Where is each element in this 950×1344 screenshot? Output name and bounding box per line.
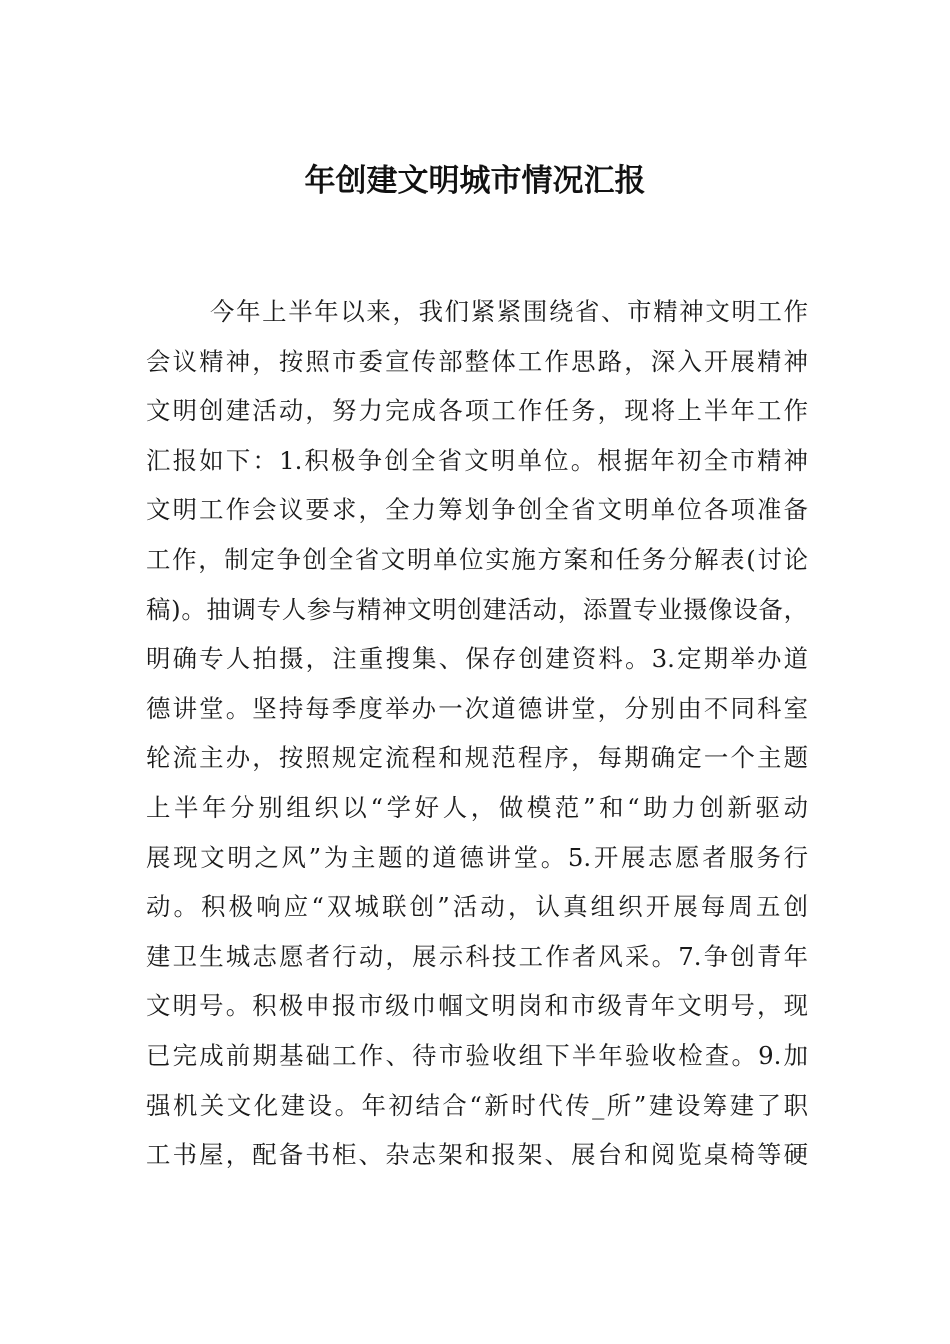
body-line: 工作，制定争创全省文明单位实施方案和任务分解表(讨论 bbox=[146, 544, 808, 574]
document-title: 年创建文明城市情况汇报 bbox=[304, 163, 646, 199]
body-line: 轮流主办，按照规定流程和规范程序，每期确定一个主题 bbox=[146, 743, 808, 773]
body-line: 稿)。抽调专人参与精神文明创建活动，添置专业摄像设备， bbox=[146, 594, 808, 624]
body-line: 已完成前期基础工作、待市验收组下半年验收检查。9.加 bbox=[146, 1040, 808, 1070]
body-line: 文明创建活动，努力完成各项工作任务，现将上半年工作 bbox=[146, 396, 808, 426]
body-line: 会议精神，按照市委宣传部整体工作思路，深入开展精神 bbox=[146, 346, 808, 376]
body-line: 汇报如下：1.积极争创全省文明单位。根据年初全市精神 bbox=[146, 445, 808, 475]
body-line: 上半年分别组织以“学好人，做模范”和“助力创新驱动 bbox=[146, 792, 808, 822]
body-line: 今年上半年以来，我们紧紧围绕省、市精神文明工作 bbox=[210, 297, 808, 326]
body-line: 明确专人拍摄，注重搜集、保存创建资料。3.定期举办道 bbox=[146, 644, 808, 674]
body-line: 建卫生城志愿者行动，展示科技工作者风采。7.争创青年 bbox=[146, 941, 808, 971]
body-line: 德讲堂。坚持每季度举办一次道德讲堂，分别由不同科室 bbox=[146, 693, 808, 723]
body-line: 工书屋，配备书柜、杂志架和报架、展台和阅览桌椅等硬 bbox=[146, 1140, 808, 1170]
body-line: 动。积极响应“双城联创”活动，认真组织开展每周五创 bbox=[146, 892, 808, 922]
body-line: 文明号。积极申报市级巾帼文明岗和市级青年文明号，现 bbox=[146, 991, 808, 1021]
body-line: 强机关文化建设。年初结合“新时代传_所”建设筹建了职 bbox=[146, 1090, 808, 1120]
body-line: 文明工作会议要求，全力筹划争创全省文明单位各项准备 bbox=[146, 495, 808, 525]
document-body bbox=[146, 287, 808, 1180]
body-line: 展现文明之风”为主题的道德讲堂。5.开展志愿者服务行 bbox=[146, 842, 808, 872]
